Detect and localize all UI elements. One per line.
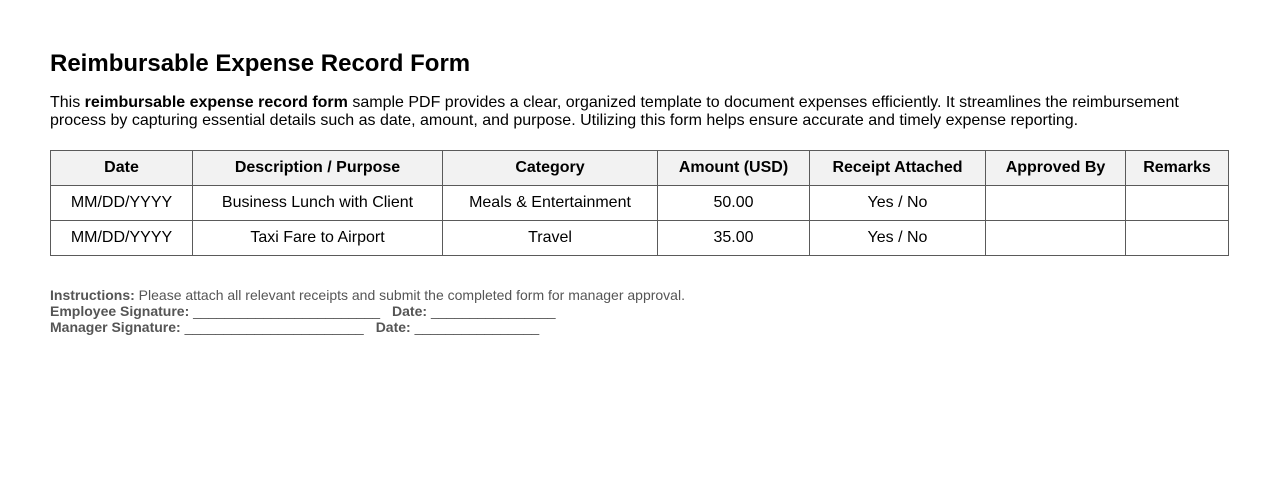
header-amount: Amount (USD) <box>658 151 810 186</box>
instructions-text: Please attach all relevant receipts and submit the completed form for manager approval. <box>134 287 685 303</box>
employee-date-label: Date: <box>392 303 428 319</box>
instructions-line <box>50 287 685 303</box>
cell-receipt[interactable]: Yes / No <box>810 221 986 256</box>
header-date: Date <box>51 151 193 186</box>
cell-category[interactable]: Meals & Entertainment <box>443 186 658 221</box>
cell-description[interactable]: Business Lunch with Client <box>193 186 443 221</box>
cell-amount[interactable]: 35.00 <box>658 221 810 256</box>
cell-description[interactable]: Taxi Fare to Airport <box>193 221 443 256</box>
manager-date-label: Date: <box>375 319 411 335</box>
manager-signature-label: Manager Signature: <box>50 319 181 335</box>
manager-signature-line <box>50 319 685 335</box>
cell-approved-by[interactable] <box>986 186 1126 221</box>
intro-prefix: This <box>50 94 85 111</box>
header-description: Description / Purpose <box>193 151 443 186</box>
table-row <box>51 186 1229 221</box>
page-title: Reimbursable Expense Record Form <box>50 50 471 77</box>
cell-date[interactable]: MM/DD/YYYY <box>51 221 193 256</box>
intro-bold: reimbursable expense record form <box>84 94 348 111</box>
employee-signature-line <box>50 303 685 319</box>
cell-date[interactable]: MM/DD/YYYY <box>51 186 193 221</box>
cell-amount[interactable]: 50.00 <box>658 186 810 221</box>
cell-remarks[interactable] <box>1126 221 1229 256</box>
header-remarks: Remarks <box>1126 151 1229 186</box>
form-footer <box>50 287 685 335</box>
expense-table <box>50 150 1229 256</box>
cell-category[interactable]: Travel <box>443 221 658 256</box>
table-row <box>51 221 1229 256</box>
intro-paragraph <box>50 94 1228 130</box>
header-approved-by: Approved By <box>986 151 1126 186</box>
employee-signature-field[interactable]: ________________________ <box>193 303 381 319</box>
employee-date-field[interactable]: ________________ <box>430 303 556 319</box>
employee-signature-label: Employee Signature: <box>50 303 190 319</box>
cell-approved-by[interactable] <box>986 221 1126 256</box>
header-receipt: Receipt Attached <box>810 151 986 186</box>
header-category: Category <box>443 151 658 186</box>
manager-date-field[interactable]: ________________ <box>414 319 540 335</box>
intro-suffix: sample PDF provides a clear, organized template to document expenses efficiently. It streamlines the reimbursement process by capturing essential details such as date, amount, and purpose. Utilizing this form helps ensure accurate and timely expense reporting. <box>50 94 1179 129</box>
manager-signature-field[interactable]: _______________________ <box>184 319 364 335</box>
instructions-label: Instructions: <box>50 287 135 303</box>
cell-receipt[interactable]: Yes / No <box>810 186 986 221</box>
cell-remarks[interactable] <box>1126 186 1229 221</box>
table-header-row <box>51 151 1229 186</box>
